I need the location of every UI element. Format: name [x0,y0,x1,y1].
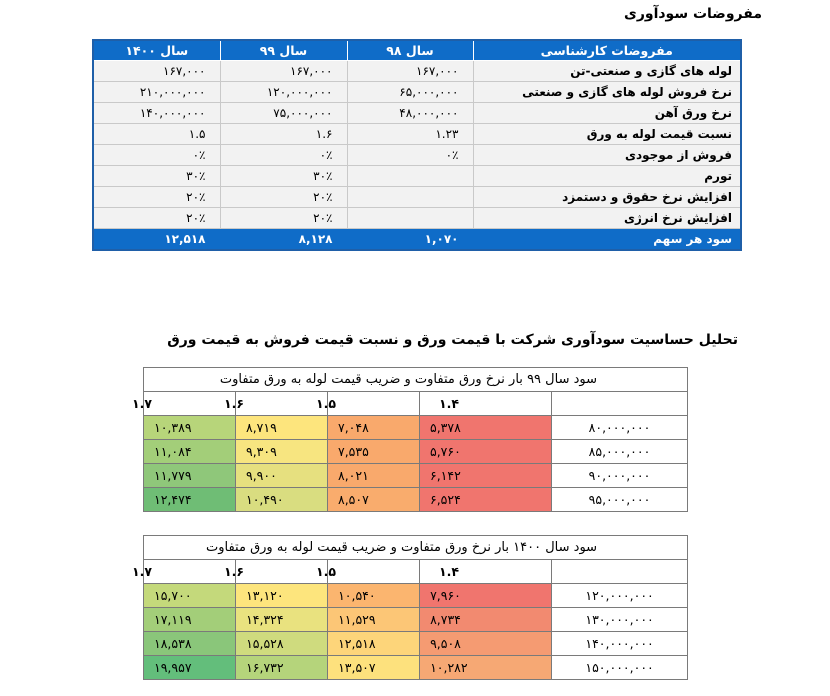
heat-cell: ۱۷,۱۱۹ [144,608,236,632]
row-label: نرخ ورق آهن [473,103,741,124]
table-row [144,608,688,632]
column-header: ۱.۴ [420,560,552,584]
row-label: نرخ فروش لوله های گازی و صنعتی [473,82,741,103]
table-row [144,656,688,680]
caption-row [144,536,688,560]
table-row [93,187,741,208]
heat-cell: ۱۲,۵۱۸ [328,632,420,656]
cell-value: ۳۰٪ [220,166,347,187]
cell-value: ۰٪ [220,145,347,166]
table-row [144,632,688,656]
assumptions-table [92,39,742,251]
row-label: تورم [473,166,741,187]
row-label: نسبت قیمت لوله به ورق [473,124,741,145]
table-row [93,208,741,229]
cell-value: ۱.۵ [93,124,220,145]
row-label: ۸۵,۰۰۰,۰۰۰ [552,440,688,464]
column-header-row [144,392,688,416]
heat-cell: ۸,۰۲۱ [328,464,420,488]
row-label: ۱۵۰,۰۰۰,۰۰۰ [552,656,688,680]
sensitivity-table-1400 [131,535,688,680]
heat-cell: ۱۲,۴۷۴ [144,488,236,512]
cell-value [347,187,473,208]
cell-value: ۶۵,۰۰۰,۰۰۰ [347,82,473,103]
column-header: ۱.۶ [236,560,328,584]
table-row [144,440,688,464]
cell-value: ۸,۱۲۸ [220,229,347,251]
table-row [93,103,741,124]
row-label: ۸۰,۰۰۰,۰۰۰ [552,416,688,440]
row-label: افزایش نرخ حقوق و دستمزد [473,187,741,208]
header-year-98: سال ۹۸ [347,40,473,61]
heat-cell: ۱۸,۵۳۸ [144,632,236,656]
cell-value [347,208,473,229]
header-assumptions: مفروضات کارشناسی [473,40,741,61]
table-row [144,416,688,440]
heat-cell: ۱۹,۹۵۷ [144,656,236,680]
cell-value: ۱,۰۷۰ [347,229,473,251]
cell-value: ۱۲,۵۱۸ [93,229,220,251]
row-label: لوله های گازی و صنعتی-تن [473,61,741,82]
row-label: فروش از موجودی [473,145,741,166]
heat-cell: ۵,۷۶۰ [420,440,552,464]
table-caption: سود سال ۱۴۰۰ بار نرخ ورق متفاوت و ضریب قیمت لوله به ورق متفاوت [144,536,688,560]
heat-cell: ۷,۹۶۰ [420,584,552,608]
column-header: ۱.۴ [420,392,552,416]
heat-cell: ۶,۵۲۴ [420,488,552,512]
heat-cell: ۷,۰۴۸ [328,416,420,440]
table-row [144,464,688,488]
table-row [93,124,741,145]
heat-cell: ۱۵,۵۲۸ [236,632,328,656]
table-row [93,166,741,187]
heat-cell: ۱۰,۲۸۲ [420,656,552,680]
heat-cell: ۸,۵۰۷ [328,488,420,512]
row-label: افزایش نرخ انرژی [473,208,741,229]
sensitivity-title: تحلیل حساسیت سودآوری شرکت با قیمت ورق و نسبت قیمت فروش به قیمت ورق [167,332,738,348]
column-header: ۱.۷ [144,560,236,584]
heat-cell: ۱۶,۷۳۲ [236,656,328,680]
corner-cell [552,560,688,584]
heat-cell: ۱۴,۳۲۴ [236,608,328,632]
cell-value: ۲۰٪ [220,187,347,208]
table-row [144,584,688,608]
cell-value: ۰٪ [347,145,473,166]
heat-cell: ۱۱,۵۲۹ [328,608,420,632]
heat-cell: ۱۵,۷۰۰ [144,584,236,608]
heat-cell: ۹,۳۰۹ [236,440,328,464]
heat-cell: ۵,۳۷۸ [420,416,552,440]
cell-value: ۴۸,۰۰۰,۰۰۰ [347,103,473,124]
cell-value: ۱۶۷,۰۰۰ [347,61,473,82]
heat-cell: ۱۳,۱۲۰ [236,584,328,608]
row-label: ۹۰,۰۰۰,۰۰۰ [552,464,688,488]
header-year-99: سال ۹۹ [220,40,347,61]
table-caption: سود سال ۹۹ بار نرخ ورق متفاوت و ضریب قیمت لوله به ورق متفاوت [144,368,688,392]
sensitivity-table-99 [131,367,688,512]
table-row [93,82,741,103]
table-row [93,61,741,82]
cell-value: ۱.۶ [220,124,347,145]
row-label: ۹۵,۰۰۰,۰۰۰ [552,488,688,512]
cell-value: ۲۱۰,۰۰۰,۰۰۰ [93,82,220,103]
row-label: ۱۴۰,۰۰۰,۰۰۰ [552,632,688,656]
cell-value: ۱۴۰,۰۰۰,۰۰۰ [93,103,220,124]
heat-cell: ۱۰,۵۴۰ [328,584,420,608]
heat-cell: ۱۱,۷۷۹ [144,464,236,488]
header-year-1400: سال ۱۴۰۰ [93,40,220,61]
cell-value [347,166,473,187]
assumptions-title: مفروضات سودآوری [623,6,762,22]
eps-total-row [93,229,741,251]
heat-cell: ۸,۷۱۹ [236,416,328,440]
cell-value: ۰٪ [93,145,220,166]
heat-cell: ۱۳,۵۰۷ [328,656,420,680]
cell-value: ۲۰٪ [93,208,220,229]
table-row [93,145,741,166]
row-label: ۱۲۰,۰۰۰,۰۰۰ [552,584,688,608]
heat-cell: ۱۰,۳۸۹ [144,416,236,440]
assumptions-header-row [93,40,741,61]
table-row [144,488,688,512]
heat-cell: ۱۱,۰۸۴ [144,440,236,464]
heat-cell: ۸,۷۳۴ [420,608,552,632]
column-header: ۱.۶ [236,392,328,416]
corner-cell [552,392,688,416]
column-header: ۱.۵ [328,560,420,584]
heat-cell: ۷,۵۳۵ [328,440,420,464]
heat-cell: ۶,۱۴۲ [420,464,552,488]
cell-value: ۲۰٪ [93,187,220,208]
cell-value: ۱۶۷,۰۰۰ [93,61,220,82]
row-label: ۱۳۰,۰۰۰,۰۰۰ [552,608,688,632]
cell-value: ۳۰٪ [93,166,220,187]
heat-cell: ۹,۹۰۰ [236,464,328,488]
column-header: ۱.۵ [328,392,420,416]
heat-cell: ۹,۵۰۸ [420,632,552,656]
cell-value: ۲۰٪ [220,208,347,229]
column-header-row [144,560,688,584]
caption-row [144,368,688,392]
cell-value: ۱.۲۳ [347,124,473,145]
cell-value: ۷۵,۰۰۰,۰۰۰ [220,103,347,124]
cell-value: ۱۲۰,۰۰۰,۰۰۰ [220,82,347,103]
cell-value: ۱۶۷,۰۰۰ [220,61,347,82]
heat-cell: ۱۰,۴۹۰ [236,488,328,512]
column-header: ۱.۷ [144,392,236,416]
row-label: سود هر سهم [473,229,741,251]
